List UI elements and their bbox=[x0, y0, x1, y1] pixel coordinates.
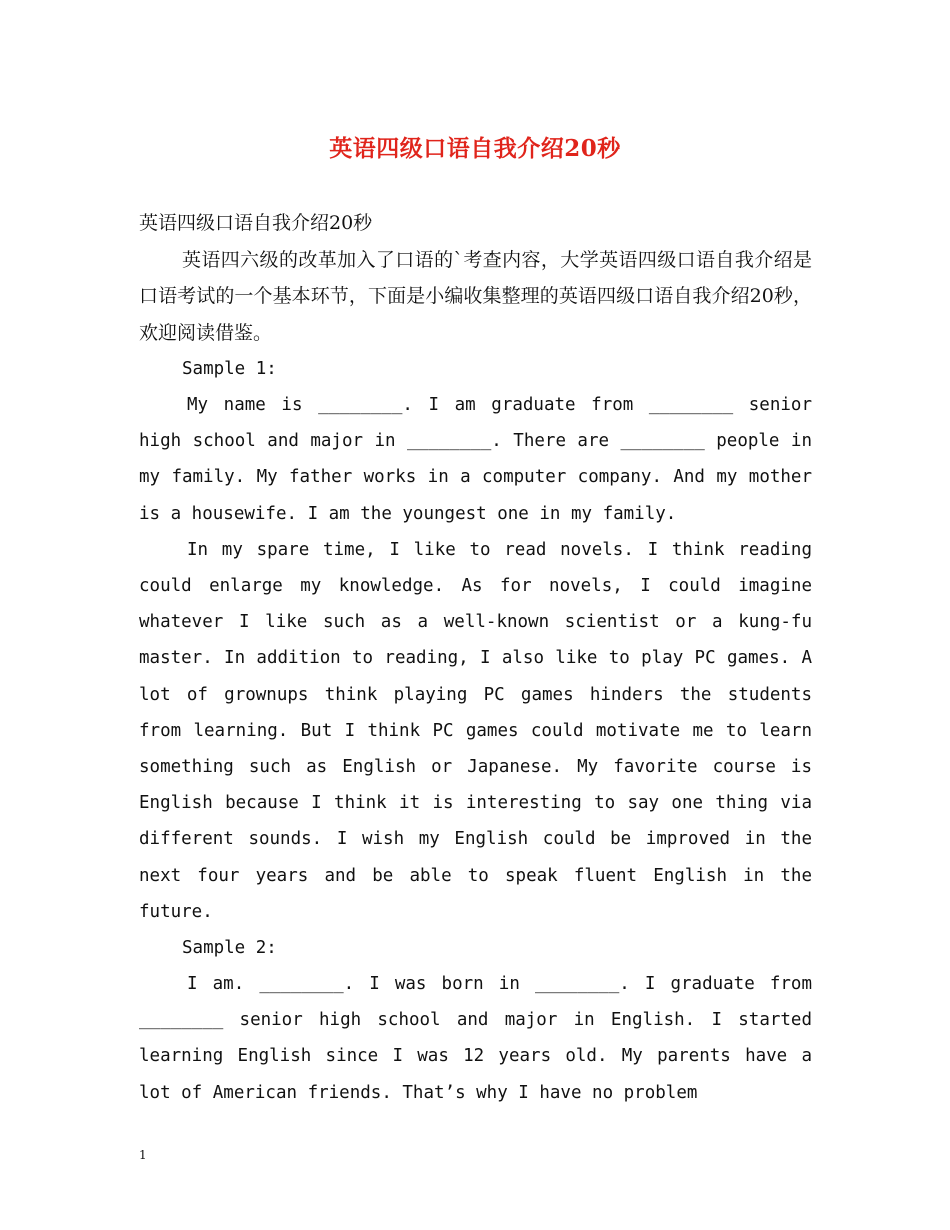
sample-2-paragraph-1: I am. ________. I was born in ________. I graduate from ________ senior high school and major in English. I started learning English since I was 12 years old. My parents have a lot of American friends. That’s why I have no problem bbox=[139, 974, 812, 1103]
sample-1-heading: Sample 1: bbox=[182, 359, 277, 379]
document-title: 英语四级口语自我介绍20秒 bbox=[329, 135, 621, 162]
sample-2-heading: Sample 2: bbox=[182, 938, 277, 959]
document-body bbox=[139, 205, 812, 1111]
sample-1-paragraph-1: My name is ________. I am graduate from ________ senior high school and major in ________. There are ________ people in my family. My father works in a computer company. And my mother is a housewife. I am the youngest one in my family. bbox=[139, 395, 812, 524]
intro-paragraph: 英语四六级的改革加入了口语的`考查内容，大学英语四级口语自我介绍是口语考试的一个基本环节，下面是小编收集整理的英语四级口语自我介绍20秒，欢迎阅读借鉴。 bbox=[139, 248, 812, 344]
page-number: 1 bbox=[139, 1148, 147, 1162]
document-subtitle: 英语四级口语自我介绍20秒 bbox=[139, 212, 373, 234]
sample-1-paragraph-2: In my spare time, I like to read novels. I think reading could enlarge my knowledge. As for novels, I could imagine whatever I like such as a well-known scientist or a kung-fu master. In addition to reading, I also like to play PC games. A lot of grownups think playing PC games hinders the students from learning. But I think PC games could motivate me to learn something such as English or Japanese. My favorite course is English because I think it is interesting to say one thing via different sounds. I wish my English could be improved in the next four years and be able to speak fluent English in the future. bbox=[139, 539, 812, 922]
